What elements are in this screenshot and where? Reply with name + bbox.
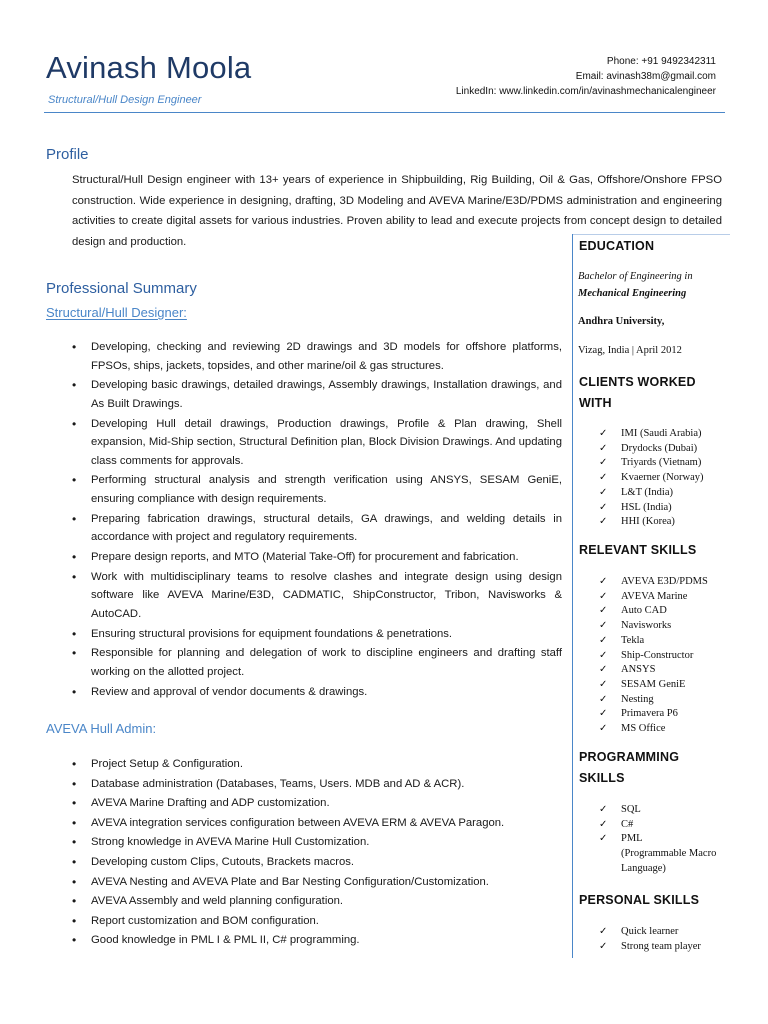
checklist-item — [599, 442, 704, 457]
check-icon: ✓ — [599, 940, 608, 952]
checklist-item-label: SESAM GeniE — [621, 678, 686, 690]
check-icon: ✓ — [599, 501, 608, 513]
bullet-item: • Prepare design reports, and MTO (Material Take-Off) for procurement and fabrication. — [72, 548, 562, 567]
personal-skills-list — [599, 925, 701, 954]
check-icon: ✓ — [599, 634, 608, 646]
checklist-item — [599, 575, 708, 590]
skills-heading: RELEVANT SKILLS — [579, 543, 697, 557]
job-title: Structural/Hull Design Engineer — [48, 94, 202, 106]
clients-list — [599, 427, 704, 530]
admin-bullet-list — [72, 755, 562, 951]
checklist-item — [599, 693, 708, 708]
contact-block — [456, 54, 716, 99]
checklist-item — [599, 940, 701, 955]
check-icon: ✓ — [599, 678, 608, 690]
checklist-item-label: Navisworks — [621, 620, 672, 632]
checklist-item — [599, 649, 708, 664]
checklist-item-label: IMI (Saudi Arabia) — [621, 428, 702, 439]
bullet-item: • Good knowledge in PML I & PML II, C# programming. — [72, 931, 562, 951]
check-icon: ✓ — [599, 649, 608, 661]
checklist-item-label: C# — [621, 818, 634, 830]
checklist-item — [599, 590, 708, 605]
check-icon: ✓ — [599, 457, 608, 469]
bullet-item: • Preparing fabrication drawings, structural details, GA drawings, and welding details in accordance with project and regulatory requirements. — [72, 510, 562, 547]
checklist-item — [599, 501, 704, 516]
checklist-item — [599, 803, 643, 818]
check-icon: ✓ — [599, 723, 608, 735]
checklist-item-label: HSL (India) — [621, 501, 672, 513]
checklist-item-label: AVEVA Marine — [621, 590, 688, 602]
bullet-item: • Developing Hull detail drawings, Production drawings, Profile & Plan drawing, Shell expansion, Mid-Ship section, Structural Definition plan, Block Division Drawings. And updating class comments for approvals. — [72, 415, 562, 471]
candidate-name: Avinash Moola — [46, 50, 252, 85]
programming-heading-line-1: PROGRAMMING — [579, 750, 680, 764]
check-icon: ✓ — [599, 576, 608, 587]
education-location-date: Vizag, India | April 2012 — [578, 345, 682, 356]
bullet-item: • Review and approval of vendor documents & drawings. — [72, 683, 562, 702]
checklist-item — [599, 515, 704, 530]
university-name: Andhra University, — [578, 316, 665, 327]
bullet-item: • Project Setup & Configuration. — [72, 755, 562, 775]
checklist-item-label: Quick learner — [621, 926, 679, 937]
checklist-item — [599, 663, 708, 678]
check-icon: ✓ — [599, 926, 608, 937]
checklist-item — [599, 925, 701, 940]
linkedin-line: LinkedIn: www.linkedin.com/in/avinashmechanicalengineer — [455, 86, 716, 97]
checklist-item-label: Tekla — [621, 634, 645, 646]
bullet-item: • AVEVA Nesting and AVEVA Plate and Bar Nesting Configuration/Customization. — [72, 873, 562, 893]
checklist-item-label: Drydocks (Dubai) — [621, 442, 698, 454]
checklist-item-label: Nesting — [621, 693, 654, 705]
checklist-item — [599, 707, 708, 722]
checklist-item-label: Auto CAD — [621, 605, 667, 617]
personal-skills-heading: PERSONAL SKILLS — [579, 893, 700, 907]
skills-list — [599, 575, 708, 737]
checklist-item-label: Kvaerner (Norway) — [621, 472, 704, 484]
profile-paragraph: Structural/Hull Design engineer with 13+ years of experience in Shipbuilding, Rig Building, Oil & Gas, Offshore/Onshore FPSO construction. Wide experience in designing, drafting, 3D Modeling and AVEVA Marine/E3D/PDMS administration and engineering activities to create digital assets for various industries. Proven ability to lead and execute projects from concept design to detailed design and production. — [72, 174, 722, 248]
check-icon: ✓ — [599, 804, 608, 815]
check-icon: ✓ — [599, 442, 608, 454]
checklist-item — [599, 678, 708, 693]
bullet-item: • Strong knowledge in AVEVA Marine Hull Customization. — [72, 833, 562, 853]
checklist-item-label: SQL — [621, 804, 641, 815]
checklist-item-label: Triyards (Vietnam) — [621, 457, 702, 469]
check-icon: ✓ — [599, 664, 608, 676]
bullet-item: • Developing custom Clips, Cutouts, Brackets macros. — [72, 853, 562, 873]
bullet-item: • Database administration (Databases, Teams, Users. MDB and AD & ACR). — [72, 775, 562, 795]
programming-list — [599, 803, 643, 847]
checklist-item — [599, 604, 708, 619]
checklist-item — [599, 634, 708, 649]
checklist-item-label: Ship-Constructor — [621, 649, 694, 661]
check-icon: ✓ — [599, 708, 608, 720]
check-icon: ✓ — [599, 620, 608, 632]
checklist-item — [599, 619, 708, 634]
bullet-item: • Developing basic drawings, detailed drawings, Assembly drawings, Installation drawings, and As Built Drawings. — [72, 376, 562, 413]
bullet-item: • Performing structural analysis and strength verification using ANSYS, SESAM GeniE, ensuring compliance with design requirements. — [72, 471, 562, 508]
designer-subheading: Structural/Hull Designer: — [46, 305, 187, 320]
checklist-item-label: Strong team player — [621, 940, 701, 952]
sidebar — [572, 234, 732, 958]
programming-heading-line-2: SKILLS — [579, 771, 625, 785]
checklist-item — [599, 456, 704, 471]
admin-subheading: AVEVA Hull Admin: — [46, 721, 157, 736]
checklist-item — [599, 722, 708, 737]
checklist-item — [599, 818, 643, 833]
check-icon: ✓ — [599, 605, 608, 617]
checklist-item-label: HHI (Korea) — [621, 516, 675, 528]
checklist-item-label: PML — [621, 833, 643, 845]
degree-line-1: Bachelor of Engineering in — [578, 271, 693, 282]
bullet-item: • AVEVA integration services configuration between AVEVA ERM & AVEVA Paragon. — [72, 814, 562, 834]
profile-heading: Profile — [46, 146, 89, 163]
bullet-item: • Report customization and BOM configuration. — [72, 912, 562, 932]
bullet-item: • Responsible for planning and delegation of work to discipline engineers and drafting staff working on the allotted project. — [72, 644, 562, 681]
checklist-item-label: L&T (India) — [621, 486, 673, 498]
check-icon: ✓ — [599, 818, 608, 830]
checklist-item — [599, 832, 643, 847]
check-icon: ✓ — [599, 486, 608, 498]
degree-line-2: Mechanical Engineering — [578, 288, 687, 299]
check-icon: ✓ — [599, 472, 608, 484]
clients-heading-line-2: WITH — [579, 396, 612, 410]
bullet-item: • Ensuring structural provisions for equipment foundations & penetrations. — [72, 625, 562, 644]
checklist-item-label: AVEVA E3D/PDMS — [621, 576, 708, 587]
pml-note-line-1: (Programmable Macro — [621, 848, 717, 859]
checklist-item-label: Primavera P6 — [621, 708, 678, 720]
bullet-item: • Work with multidisciplinary teams to resolve clashes and integrate design using design software like AVEVA Marine/E3D, CADMATIC, ShipConstructor, Tribon, Navisworks & AutoCAD. — [72, 568, 562, 624]
checklist-item — [599, 471, 704, 486]
checklist-item-label: MS Office — [621, 723, 666, 735]
bullet-item: • AVEVA Assembly and weld planning configuration. — [72, 892, 562, 912]
check-icon: ✓ — [599, 693, 608, 705]
header-divider — [44, 112, 725, 113]
education-heading: EDUCATION — [579, 239, 655, 253]
summary-heading: Professional Summary — [46, 280, 197, 297]
checklist-item — [599, 427, 704, 442]
email-line: Email: avinash38m@gmail.com — [575, 71, 716, 82]
check-icon: ✓ — [599, 516, 608, 528]
bullet-item: • Developing, checking and reviewing 2D drawings and 3D models for offshore platforms, FPSOs, ships, jackets, topsides, and other marine/oil & gas structures. — [72, 338, 562, 375]
checklist-item-label: ANSYS — [621, 664, 656, 676]
clients-heading-line-1: CLIENTS WORKED — [579, 375, 696, 389]
check-icon: ✓ — [599, 428, 608, 439]
check-icon: ✓ — [599, 833, 608, 845]
check-icon: ✓ — [599, 590, 608, 602]
designer-bullet-list — [72, 338, 562, 702]
bullet-item: • AVEVA Marine Drafting and ADP customization. — [72, 794, 562, 814]
checklist-item — [599, 486, 704, 501]
pml-note-line-2: Language) — [621, 863, 666, 874]
phone-line: Phone: +91 9492342311 — [606, 56, 716, 67]
